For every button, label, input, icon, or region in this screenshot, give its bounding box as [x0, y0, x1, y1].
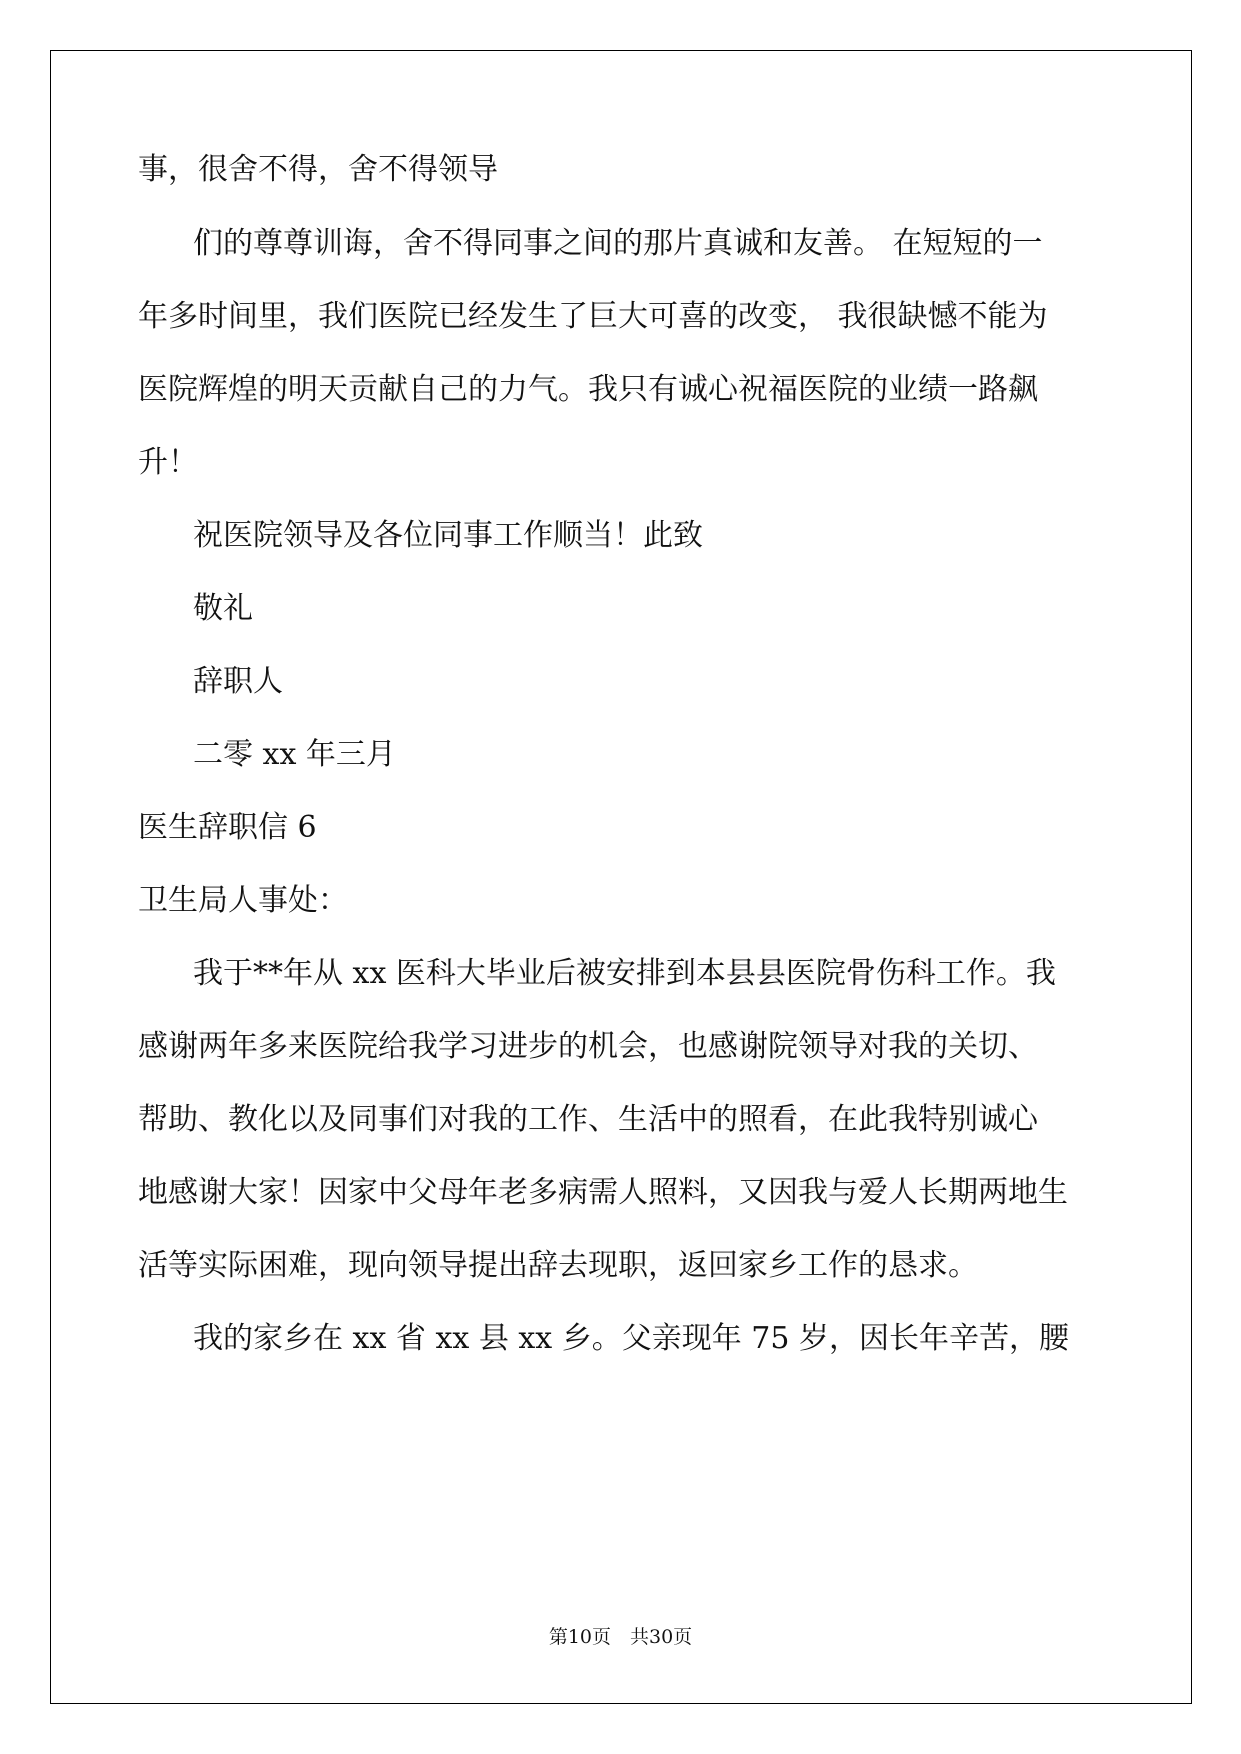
text-line: 感谢两年多来医院给我学习进步的机会，也感谢院领导对我的关切、 — [138, 1029, 1038, 1064]
text-line: 升！ — [138, 445, 198, 480]
text-line: 活等实际困难，现向领导提出辞去现职，返回家乡工作的恳求。 — [138, 1248, 978, 1283]
text-line: 二零 xx 年三月 — [193, 737, 396, 772]
text-line: 们的尊尊训诲，舍不得同事之间的那片真诚和友善。 在短短的一 — [193, 226, 1043, 261]
text-line: 敬礼 — [193, 591, 253, 626]
text-line: 我于**年从 xx 医科大毕业后被安排到本县县医院骨伤科工作。我 — [193, 956, 1056, 991]
text-line: 帮助、教化以及同事们对我的工作、生活中的照看，在此我特别诚心 — [138, 1102, 1038, 1137]
section-heading: 医生辞职信 6 — [138, 810, 317, 845]
text-line: 年多时间里，我们医院已经发生了巨大可喜的改变， 我很缺憾不能为 — [138, 299, 1048, 334]
text-line: 辞职人 — [193, 664, 283, 699]
text-line: 医院辉煌的明天贡献自己的力气。我只有诚心祝福医院的业绩一路飙 — [138, 372, 1038, 407]
text-line: 地感谢大家！因家中父母年老多病需人照料，又因我与爱人长期两地生 — [138, 1175, 1068, 1210]
text-line: 事，很舍不得，舍不得领导 — [138, 152, 498, 187]
text-line: 祝医院领导及各位同事工作顺当！此致 — [193, 518, 703, 553]
page-number: 第10页 共30页 — [548, 1626, 693, 1648]
text-line: 我的家乡在 xx 省 xx 县 xx 乡。父亲现年 75 岁，因长年辛苦，腰 — [193, 1321, 1069, 1356]
text-line: 卫生局人事处： — [138, 883, 348, 918]
